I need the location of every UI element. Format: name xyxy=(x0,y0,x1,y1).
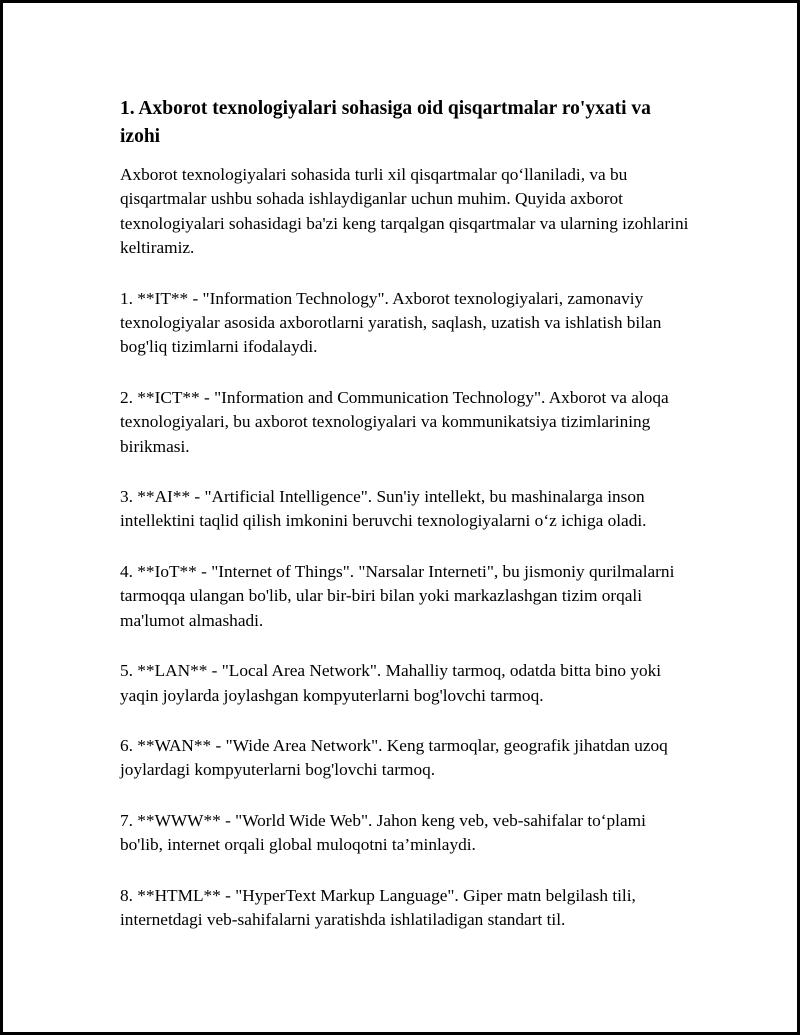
list-item-html: 8. **HTML** - "HyperText Markup Language". Giper matn belgilash tili, internetdagi veb-sahifalarni yaratishda ishlatiladigan standart til. xyxy=(120,885,636,929)
list-item-ict: 2. **ICT** - "Information and Communication Technology". Axborot va aloqa texnologiyalari, bu axborot texnologiyalari va kommunikatsiya tizimlarining birikmasi. xyxy=(120,387,669,456)
list-item-wan: 6. **WAN** - "Wide Area Network". Keng tarmoqlar, geografik jihatdan uzoq joylardagi kompyuterlarni bog'lovchi tarmoq. xyxy=(120,735,668,780)
list-item-www: 7. **WWW** - "World Wide Web". Jahon keng veb, veb-sahifalar to‘plami bo'lib, internet orqali global muloqotni ta’minlaydi. xyxy=(120,810,646,855)
list-item-lan: 5. **LAN** - "Local Area Network". Mahalliy tarmoq, odatda bitta bino yoki yaqin joylarda joylashgan kompyuterlarni bog'lovchi tarmoq. xyxy=(120,661,662,705)
list-item-ai: 3. **AI** - "Artificial Intelligence". Sun'iy intellekt, bu mashinalarga inson intellektini taqlid qilish imkonini beruvchi texnologiyalarni o‘z ichiga oladi. xyxy=(120,487,647,531)
intro-paragraph: Axborot texnologiyalari sohasida turli xil qisqartmalar qo‘llaniladi, va bu qisqartmalar ushbu sohada ishlaydiganlar uchun muhim. Quyida axborot texnologiyalari sohasidagi ba'zi keng tarqalgan qisqartmalar va ularning izohlarini keltiramiz. xyxy=(120,165,689,258)
section-heading: 1. Axborot texnologiyalari sohasiga oid qisqartmalar ro'yxati va izohi xyxy=(120,98,651,147)
list-item-iot: 4. **IoT** - "Internet of Things". "Narsalar Interneti", bu jismoniy qurilmalarni tarmoqqa ulangan bo'lib, ular bir-biri bilan yoki markazlashgan tizim orqali ma'lumot almashadi. xyxy=(120,561,675,630)
list-item-it: 1. **IT** - "Information Technology". Axborot texnologiyalari, zamonaviy texnologiyalar asosida axborotlarni yaratish, saqlash, uzatish va ishlatish bilan bog'liq tizimlarni ifodalaydi. xyxy=(120,288,662,357)
document-body xyxy=(120,95,690,958)
